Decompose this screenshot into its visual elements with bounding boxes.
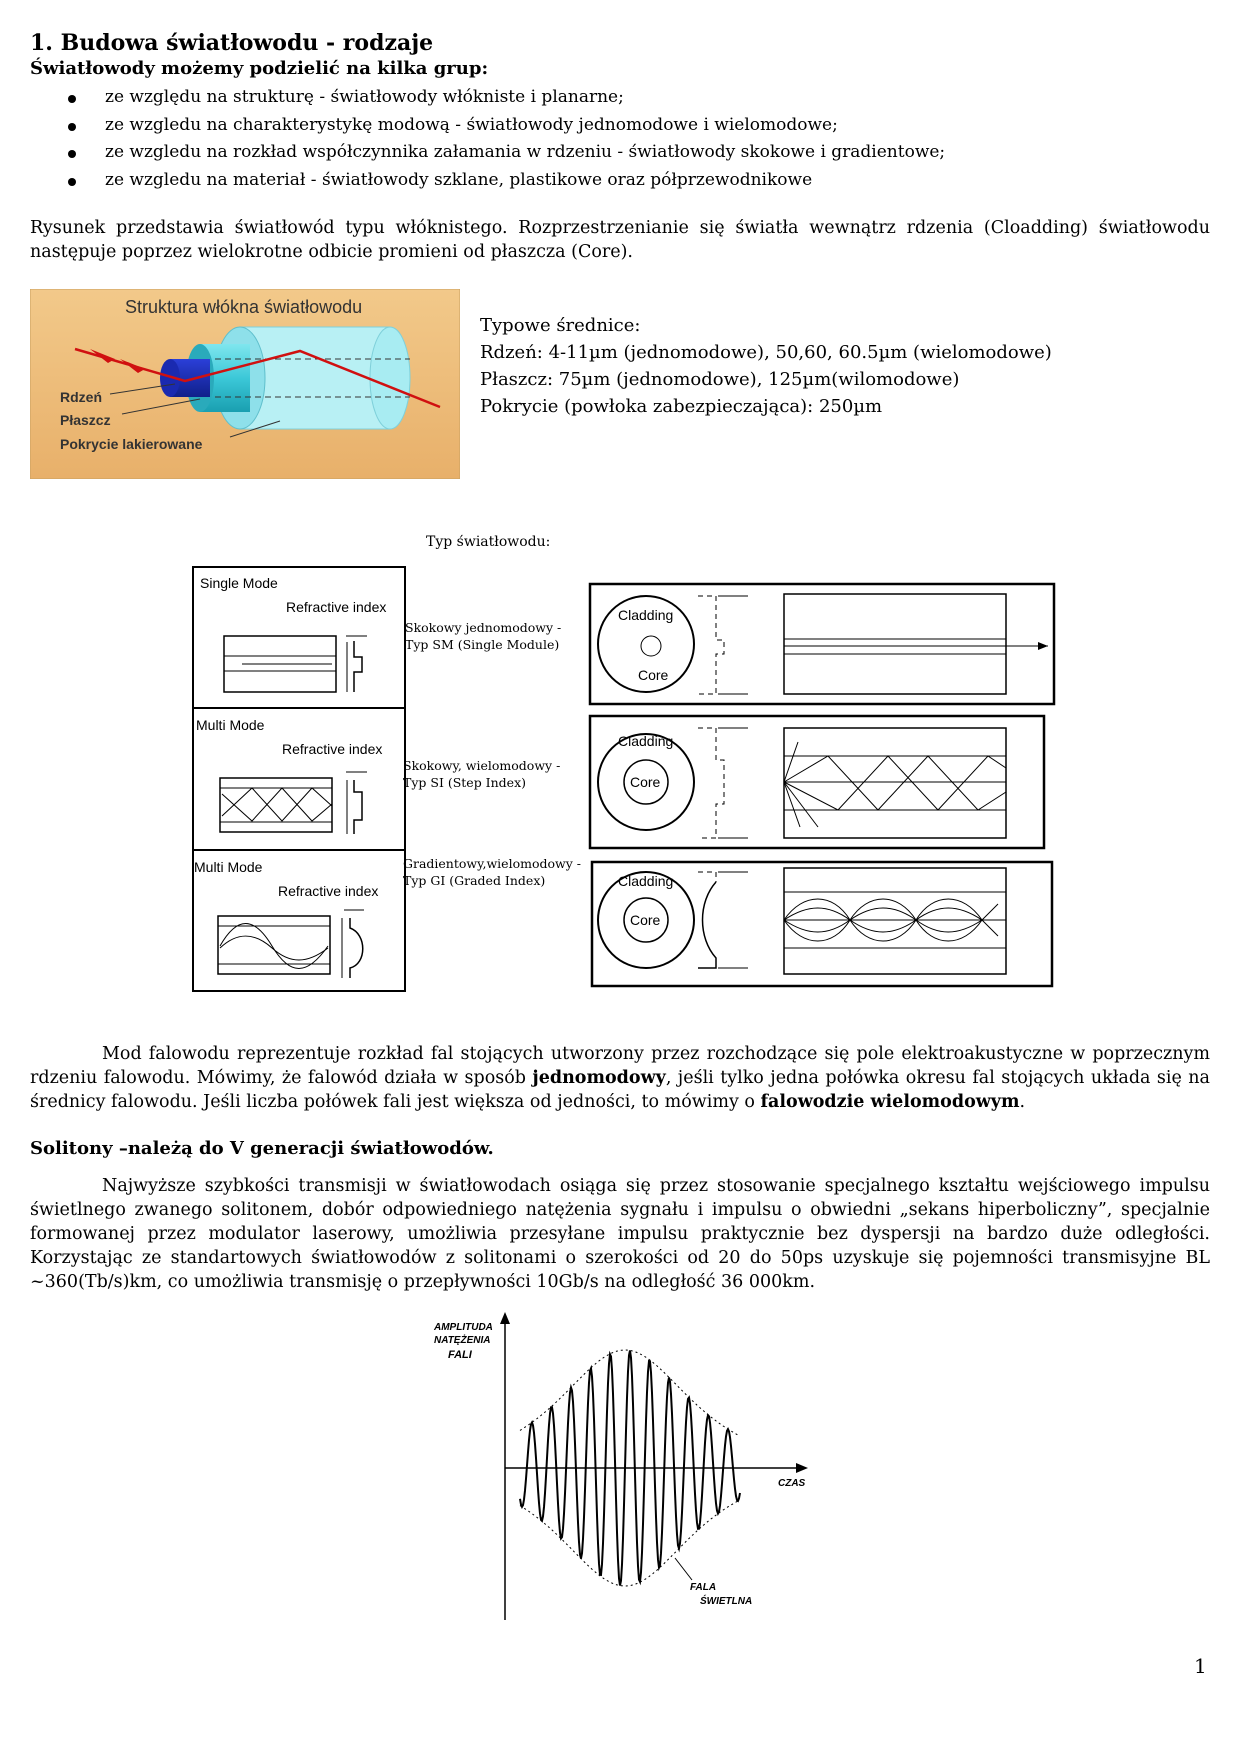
label-cladding: Płaszcz (60, 412, 111, 428)
label-core: Rdzeń (60, 389, 102, 405)
bullet-icon (68, 150, 76, 158)
refractive-index-1: Refractive index (286, 599, 387, 615)
bullet-icon (68, 95, 76, 103)
bullet-icon (68, 123, 76, 131)
types-caption: Typ światłowodu: (426, 534, 551, 550)
mode-title-3: Multi Mode (194, 859, 263, 875)
list-item: ze wzgledu na charakterystykę modową - światłowody jednomodowe i wielomodowe; (30, 112, 1210, 140)
type-label-sm: Skokowy jednomodowy - Typ SM (Single Module) (405, 620, 562, 652)
y-label-3: FALI (448, 1349, 472, 1361)
paragraph-mode: Mod falowodu reprezentuje rozkład fal stojących utworzony przez rozchodzące się pole elektroakustyczne w poprzecznym rdzeniu falowodu. Mówimy, że falowód działa w sposób jednomodowy, jeśli tylko jedna połówka okresu fal stojących układa się na średnicy falowodu. Jeśli liczba połówek fali jest większa od jedności, to mówimy o falowodzie wielomodowym. (30, 1044, 1210, 1112)
diameters-heading: Typowe średnice: (480, 315, 641, 336)
cladding-label-2: Cladding (618, 733, 674, 749)
fiber-structure-figure (30, 289, 460, 479)
wave-label-1: FALA (690, 1582, 717, 1593)
refractive-index-3: Refractive index (278, 883, 379, 899)
diameter-core: Rdzeń: 4-11µm (jednomodowe), 50,60, 60.5µm (wielomodowe) (480, 342, 1052, 363)
y-label-1: AMPLITUDA (434, 1322, 493, 1333)
page-title: 1. Budowa światłowodu - rodzaje (30, 30, 434, 56)
bullet-icon (68, 178, 76, 186)
wave-label-2: ŚWIETLNA (700, 1596, 753, 1607)
cladding-label-3: Cladding (618, 873, 674, 889)
refractive-index-2: Refractive index (282, 741, 383, 757)
diameter-cladding: Płaszcz: 75µm (jednomodowe), 125µm(wilomodowe) (480, 369, 960, 390)
soliton-figure (420, 1310, 820, 1630)
mode-title-2: Multi Mode (196, 717, 265, 733)
x-label: CZAS (778, 1478, 806, 1489)
core-label-2: Core (630, 774, 661, 790)
paragraph-fiber-description: Rysunek przedstawia światłowód typu włóknistego. Rozprzestrzenianie się światła wewnątrz rdzenia (Cloadding) światłowodu następuje poprzez wielokrotne odbicie promieni od płaszcza (Core). (30, 218, 1210, 262)
y-label-2: NATĘŻENIA (434, 1335, 491, 1346)
list-item: ze wzgledu na materiał - światłowody szklane, plastikowe oraz półprzewodnikowe (30, 167, 1210, 195)
mode-title-1: Single Mode (200, 575, 278, 591)
type-label-si: Skokowy, wielomodowy - Typ SI (Step Index) (403, 758, 561, 790)
typical-diameters (480, 312, 1052, 420)
solitony-heading: Solitony –należą do V generacji światłowodów. (30, 1138, 494, 1159)
mode-diagrams (192, 566, 406, 992)
fiber-figure-title: Struktura włókna światłowodu (125, 297, 363, 317)
paragraph-solitony: Najwyższe szybkości transmisji w światłowodach osiąga się przez stosowanie specjalnego kształtu wejściowego impulsu świetlnego zwanego solitonem, dobór odpowiedniego natężenia sygnału i impulsu o obwiedni „sekans hiperboliczny”, specjalnie formowanej przez modulator laserowy, umożliwia przesyłane impulsu praktycznie bez dyspersji na bardzo duże odległości. Korzystając ze standartowych światłowodów z solitonami o szerokości od 20 do 50ps uzyskuje się pojemności transmisyjne BL ~360(Tb/s)km, co umożliwia transmisję o przepływności 10Gb/s na odległość 36 000km. (30, 1176, 1210, 1292)
bullet-list (30, 84, 1210, 194)
core-label-1: Core (638, 667, 669, 683)
label-coating: Pokrycie lakierowane (60, 436, 203, 452)
diameter-coating: Pokrycie (powłoka zabezpieczająca): 250µm (480, 396, 883, 417)
cladding-label-1: Cladding (618, 607, 674, 623)
list-item: ze względu na strukturę - światłowody włókniste i planarne; (30, 84, 1210, 112)
type-label-gi: Gradientowy,wielomodowy - Typ GI (Graded Index) (403, 856, 581, 888)
core-label-3: Core (630, 912, 661, 928)
page-number: 1 (1194, 1654, 1207, 1678)
section-subtitle: Światłowody możemy podzielić na kilka grup: (30, 58, 489, 79)
list-item: ze wzgledu na rozkład współczynnika załamania w rdzeniu - światłowody skokowe i gradientowe; (30, 139, 1210, 167)
fiber-type-diagrams (588, 582, 1056, 988)
